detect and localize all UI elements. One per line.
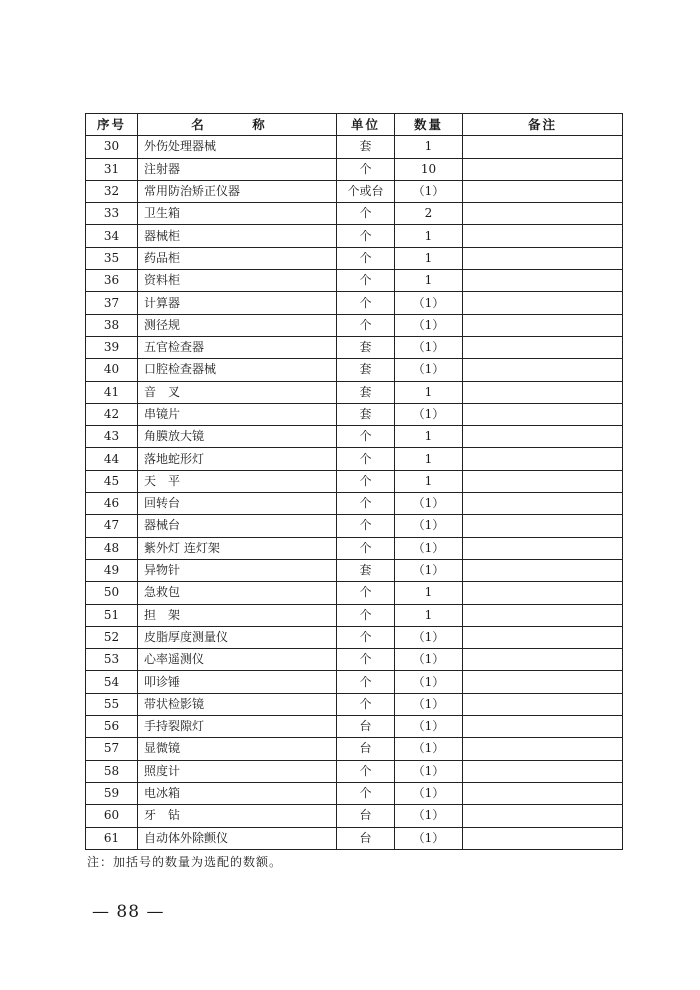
header-name: 名 称	[138, 114, 337, 136]
cell-no: 36	[86, 270, 138, 292]
cell-unit: 台	[337, 827, 395, 849]
cell-qty: （1）	[395, 559, 463, 581]
cell-qty: （1）	[395, 693, 463, 715]
table-row	[86, 782, 623, 804]
cell-unit: 个	[337, 225, 395, 247]
cell-note	[463, 738, 623, 760]
cell-note	[463, 760, 623, 782]
cell-note	[463, 381, 623, 403]
cell-name: 器械柜	[138, 225, 337, 247]
cell-qty: （1）	[395, 359, 463, 381]
cell-unit: 个	[337, 626, 395, 648]
table-row	[86, 292, 623, 314]
cell-note	[463, 805, 623, 827]
cell-no: 34	[86, 225, 138, 247]
table-row	[86, 180, 623, 202]
cell-no: 37	[86, 292, 138, 314]
table-row	[86, 493, 623, 515]
table-row	[86, 403, 623, 425]
table-row	[86, 203, 623, 225]
cell-note	[463, 247, 623, 269]
cell-qty: （1）	[395, 493, 463, 515]
cell-note	[463, 716, 623, 738]
cell-name: 卫生箱	[138, 203, 337, 225]
table-row	[86, 247, 623, 269]
cell-qty: （1）	[395, 782, 463, 804]
cell-no: 50	[86, 582, 138, 604]
cell-no: 41	[86, 381, 138, 403]
cell-name: 急救包	[138, 582, 337, 604]
table-row	[86, 582, 623, 604]
cell-unit: 个	[337, 247, 395, 269]
table-row	[86, 693, 623, 715]
table-row	[86, 537, 623, 559]
cell-name: 测径规	[138, 314, 337, 336]
cell-note	[463, 582, 623, 604]
cell-note	[463, 537, 623, 559]
cell-no: 61	[86, 827, 138, 849]
cell-unit: 个或台	[337, 180, 395, 202]
cell-no: 43	[86, 426, 138, 448]
cell-unit: 个	[337, 203, 395, 225]
equipment-table	[85, 113, 623, 850]
cell-name: 资料柜	[138, 270, 337, 292]
cell-qty: （1）	[395, 537, 463, 559]
table-row	[86, 359, 623, 381]
cell-qty: 1	[395, 270, 463, 292]
table-row	[86, 738, 623, 760]
cell-unit: 个	[337, 270, 395, 292]
cell-qty: （1）	[395, 515, 463, 537]
cell-note	[463, 493, 623, 515]
cell-qty: （1）	[395, 805, 463, 827]
table-header-row	[86, 114, 623, 136]
cell-note	[463, 470, 623, 492]
cell-name: 叩诊锤	[138, 671, 337, 693]
cell-note	[463, 671, 623, 693]
table-row	[86, 470, 623, 492]
cell-no: 49	[86, 559, 138, 581]
table-row	[86, 136, 623, 158]
cell-note	[463, 292, 623, 314]
header-note: 备注	[463, 114, 623, 136]
cell-note	[463, 426, 623, 448]
cell-no: 53	[86, 649, 138, 671]
cell-name: 注射器	[138, 158, 337, 180]
cell-qty: 1	[395, 470, 463, 492]
cell-no: 39	[86, 336, 138, 358]
cell-unit: 套	[337, 559, 395, 581]
cell-unit: 个	[337, 537, 395, 559]
page-number: — 88 —	[92, 902, 165, 922]
cell-unit: 台	[337, 805, 395, 827]
cell-name: 音 叉	[138, 381, 337, 403]
cell-unit: 个	[337, 515, 395, 537]
cell-no: 42	[86, 403, 138, 425]
cell-name: 电冰箱	[138, 782, 337, 804]
cell-qty: （1）	[395, 649, 463, 671]
cell-unit: 套	[337, 336, 395, 358]
table-row	[86, 270, 623, 292]
cell-unit: 个	[337, 448, 395, 470]
table-row	[86, 760, 623, 782]
cell-qty: （1）	[395, 716, 463, 738]
cell-no: 57	[86, 738, 138, 760]
cell-name: 自动体外除颤仪	[138, 827, 337, 849]
cell-no: 44	[86, 448, 138, 470]
cell-unit: 台	[337, 716, 395, 738]
cell-qty: （1）	[395, 180, 463, 202]
cell-qty: 1	[395, 225, 463, 247]
cell-unit: 个	[337, 292, 395, 314]
cell-note	[463, 559, 623, 581]
cell-qty: 2	[395, 203, 463, 225]
table-body	[86, 136, 623, 850]
header-qty: 数量	[395, 114, 463, 136]
cell-note	[463, 270, 623, 292]
cell-unit: 套	[337, 381, 395, 403]
cell-no: 32	[86, 180, 138, 202]
cell-note	[463, 604, 623, 626]
table-row	[86, 448, 623, 470]
table-row	[86, 716, 623, 738]
cell-unit: 个	[337, 493, 395, 515]
cell-no: 54	[86, 671, 138, 693]
cell-no: 47	[86, 515, 138, 537]
cell-name: 器械台	[138, 515, 337, 537]
cell-unit: 个	[337, 158, 395, 180]
cell-no: 33	[86, 203, 138, 225]
cell-unit: 个	[337, 649, 395, 671]
cell-qty: （1）	[395, 314, 463, 336]
cell-name: 外伤处理器械	[138, 136, 337, 158]
cell-note	[463, 403, 623, 425]
cell-name: 药品柜	[138, 247, 337, 269]
cell-no: 58	[86, 760, 138, 782]
table-row	[86, 426, 623, 448]
cell-unit: 个	[337, 426, 395, 448]
cell-name: 担 架	[138, 604, 337, 626]
table-row	[86, 559, 623, 581]
cell-qty: 1	[395, 247, 463, 269]
table-row	[86, 626, 623, 648]
cell-name: 口腔检查器械	[138, 359, 337, 381]
table-row	[86, 649, 623, 671]
cell-note	[463, 180, 623, 202]
table-row	[86, 515, 623, 537]
cell-qty: （1）	[395, 336, 463, 358]
cell-unit: 个	[337, 314, 395, 336]
cell-qty: （1）	[395, 827, 463, 849]
cell-note	[463, 314, 623, 336]
footnote: 注：加括号的数量为选配的数额。	[87, 855, 283, 869]
cell-qty: 1	[395, 448, 463, 470]
cell-unit: 个	[337, 671, 395, 693]
cell-note	[463, 158, 623, 180]
cell-no: 51	[86, 604, 138, 626]
cell-unit: 个	[337, 782, 395, 804]
cell-note	[463, 827, 623, 849]
cell-note	[463, 225, 623, 247]
cell-name: 带状检影镜	[138, 693, 337, 715]
cell-note	[463, 782, 623, 804]
cell-qty: 10	[395, 158, 463, 180]
cell-unit: 个	[337, 760, 395, 782]
cell-qty: （1）	[395, 671, 463, 693]
table-row	[86, 671, 623, 693]
cell-unit: 套	[337, 359, 395, 381]
cell-name: 紫外灯 连灯架	[138, 537, 337, 559]
cell-no: 55	[86, 693, 138, 715]
cell-qty: （1）	[395, 292, 463, 314]
cell-no: 38	[86, 314, 138, 336]
cell-note	[463, 336, 623, 358]
cell-name: 牙 钻	[138, 805, 337, 827]
cell-qty: 1	[395, 582, 463, 604]
cell-no: 60	[86, 805, 138, 827]
cell-name: 角膜放大镜	[138, 426, 337, 448]
cell-name: 回转台	[138, 493, 337, 515]
cell-qty: （1）	[395, 760, 463, 782]
cell-name: 心率遥测仪	[138, 649, 337, 671]
cell-note	[463, 626, 623, 648]
cell-name: 天 平	[138, 470, 337, 492]
cell-no: 56	[86, 716, 138, 738]
table-row	[86, 604, 623, 626]
cell-note	[463, 649, 623, 671]
cell-unit: 台	[337, 738, 395, 760]
cell-name: 手持裂隙灯	[138, 716, 337, 738]
cell-qty: 1	[395, 426, 463, 448]
cell-qty: 1	[395, 136, 463, 158]
cell-name: 五官检查器	[138, 336, 337, 358]
cell-note	[463, 448, 623, 470]
cell-unit: 个	[337, 604, 395, 626]
cell-no: 48	[86, 537, 138, 559]
cell-note	[463, 693, 623, 715]
cell-no: 52	[86, 626, 138, 648]
cell-name: 皮脂厚度测量仪	[138, 626, 337, 648]
cell-name: 照度计	[138, 760, 337, 782]
cell-name: 常用防治矫正仪器	[138, 180, 337, 202]
cell-no: 35	[86, 247, 138, 269]
cell-name: 显微镜	[138, 738, 337, 760]
cell-unit: 套	[337, 136, 395, 158]
table-row	[86, 314, 623, 336]
cell-name: 落地蛇形灯	[138, 448, 337, 470]
cell-name: 串镜片	[138, 403, 337, 425]
cell-no: 46	[86, 493, 138, 515]
cell-no: 45	[86, 470, 138, 492]
table-row	[86, 805, 623, 827]
cell-name: 异物针	[138, 559, 337, 581]
cell-no: 40	[86, 359, 138, 381]
table-row	[86, 225, 623, 247]
header-unit: 单位	[337, 114, 395, 136]
cell-qty: 1	[395, 381, 463, 403]
table-row	[86, 827, 623, 849]
cell-unit: 个	[337, 470, 395, 492]
cell-qty: （1）	[395, 403, 463, 425]
cell-note	[463, 515, 623, 537]
cell-qty: 1	[395, 604, 463, 626]
table-row	[86, 381, 623, 403]
table-row	[86, 158, 623, 180]
cell-qty: （1）	[395, 738, 463, 760]
cell-qty: （1）	[395, 626, 463, 648]
cell-no: 31	[86, 158, 138, 180]
cell-no: 59	[86, 782, 138, 804]
header-no: 序号	[86, 114, 138, 136]
cell-note	[463, 359, 623, 381]
cell-unit: 个	[337, 582, 395, 604]
cell-name: 计算器	[138, 292, 337, 314]
table-row	[86, 336, 623, 358]
cell-unit: 个	[337, 693, 395, 715]
cell-note	[463, 136, 623, 158]
cell-note	[463, 203, 623, 225]
cell-no: 30	[86, 136, 138, 158]
cell-unit: 套	[337, 403, 395, 425]
